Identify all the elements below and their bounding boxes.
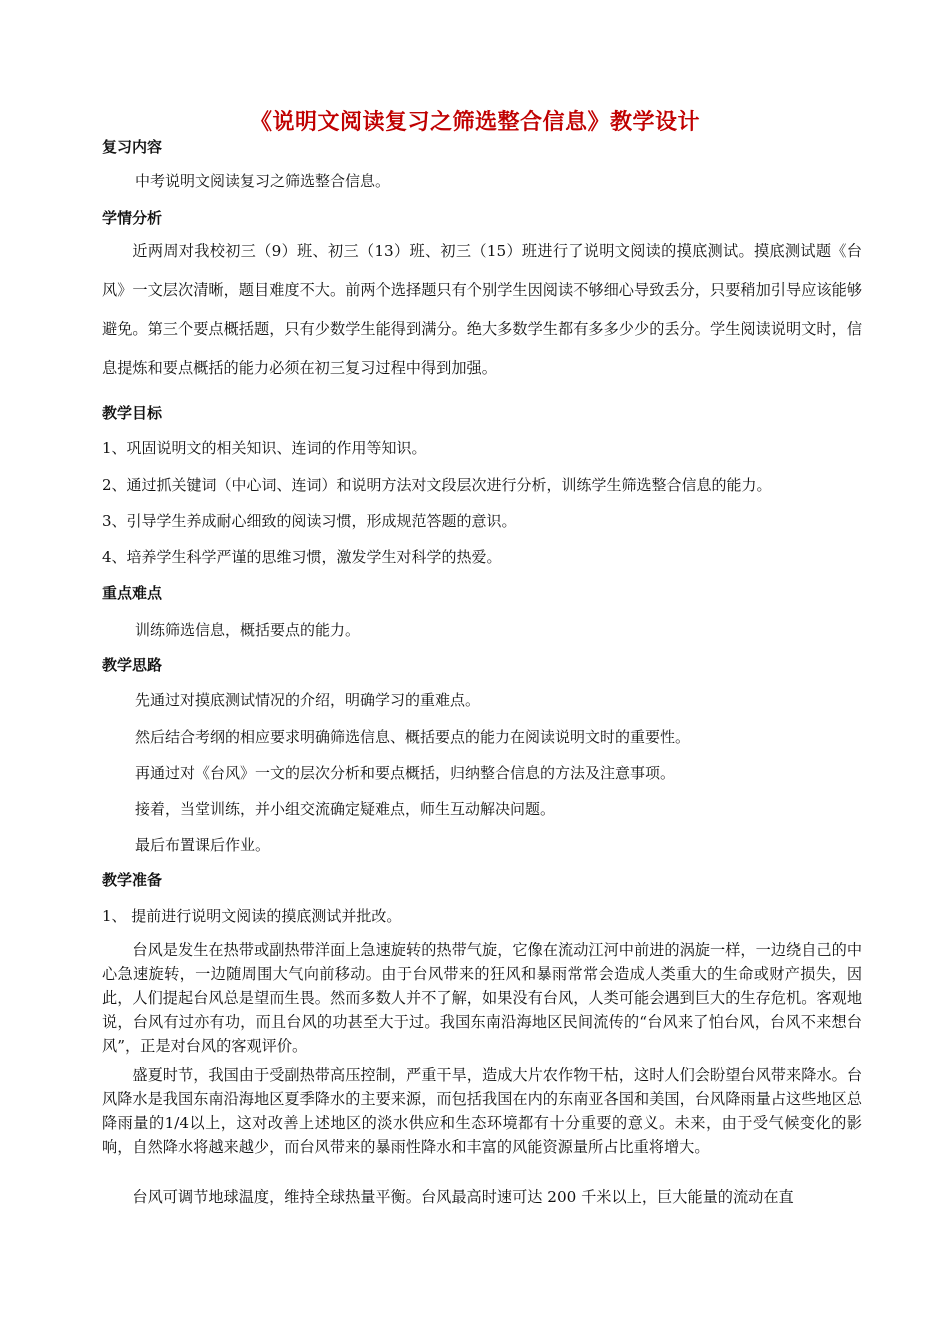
approach-step: 最后布置课后作业。 <box>135 836 271 854</box>
goal-item: 2、通过抓关键词（中心词、连词）和说明方法对文段层次进行分析，训练学生筛选整合信息的能力。 <box>102 476 772 494</box>
typhoon-paragraph: 盛夏时节，我国由于受副热带高压控制，严重干旱，造成大片农作物干枯，这时人们会盼望台风带来降水。台风降水是我国东南沿海地区夏季降水的主要来源，而包括我国在内的东南亚各国和美国，台风降雨量占这些地区总降雨量的1/4以上，这对改善上述地区的淡水供应和生态环境都有十分重要的意义。未来，由于受气候变化的影响，自然降水将越来越少，而台风带来的暴雨性降水和丰富的风能资源量所占比重将增大。 <box>102 1066 862 1156</box>
preparation-item: 1、 提前进行说明文阅读的摸底测试并批改。 <box>102 907 402 925</box>
heading-key-points: 重点难点 <box>102 584 163 602</box>
typhoon-paragraph: 台风是发生在热带或副热带洋面上急速旋转的热带气旋，它像在流动江河中前进的涡旋一样，一边绕自己的中心急速旋转，一边随周围大气向前移动。由于台风带来的狂风和暴雨常常会造成人类重大的生命或财产损失，因此，人们提起台风总是望而生畏。然而多数人并不了解，如果没有台风，人类可能会遇到巨大的生存危机。客观地说，台风有过亦有功，而且台风的功甚至大于过。我国东南沿海地区民间流传的“台风来了怕台风，台风不来想台风”，正是对台风的客观评价。 <box>102 941 862 1055</box>
goal-item: 4、培养学生科学严谨的思维习惯，激发学生对科学的热爱。 <box>102 548 502 566</box>
heading-analysis: 学情分析 <box>102 209 163 227</box>
heading-preparation: 教学准备 <box>102 871 163 889</box>
heading-goals: 教学目标 <box>102 404 163 422</box>
approach-step: 先通过对摸底测试情况的介绍，明确学习的重难点。 <box>135 691 481 709</box>
typhoon-paragraph: 台风可调节地球温度，维持全球热量平衡。台风最高时速可达 200 千米以上，巨大能量的流动在直 <box>132 1188 794 1206</box>
approach-step: 然后结合考纲的相应要求明确筛选信息、概括要点的能力在阅读说明文时的重要性。 <box>135 728 691 746</box>
approach-step: 接着，当堂训练，并小组交流确定疑难点，师生互动解决问题。 <box>135 800 556 818</box>
document-title: 《说明文阅读复习之筛选整合信息》教学设计 <box>249 109 700 135</box>
review-content-text: 中考说明文阅读复习之筛选整合信息。 <box>135 172 391 190</box>
goal-item: 3、引导学生养成耐心细致的阅读习惯，形成规范答题的意识。 <box>102 512 517 530</box>
key-points-text: 训练筛选信息，概括要点的能力。 <box>135 621 361 639</box>
heading-review-content: 复习内容 <box>102 138 163 156</box>
approach-step: 再通过对《台风》一文的层次分析和要点概括，归纳整合信息的方法及注意事项。 <box>135 764 676 782</box>
heading-approach: 教学思路 <box>102 656 163 674</box>
goal-item: 1、巩固说明文的相关知识、连词的作用等知识。 <box>102 439 427 457</box>
analysis-paragraph: 近两周对我校初三（9）班、初三（13）班、初三（15）班进行了说明文阅读的摸底测试。摸底测试题《台风》一文层次清晰，题目难度不大。前两个选择题只有个别学生因阅读不够细心导致丢分，只要稍加引导应该能够避免。第三个要点概括题，只有少数学生能得到满分。绝大多数学生都有多多少少的丢分。学生阅读说明文时，信息提炼和要点概括的能力必须在初三复习过程中得到加强。 <box>102 242 862 377</box>
